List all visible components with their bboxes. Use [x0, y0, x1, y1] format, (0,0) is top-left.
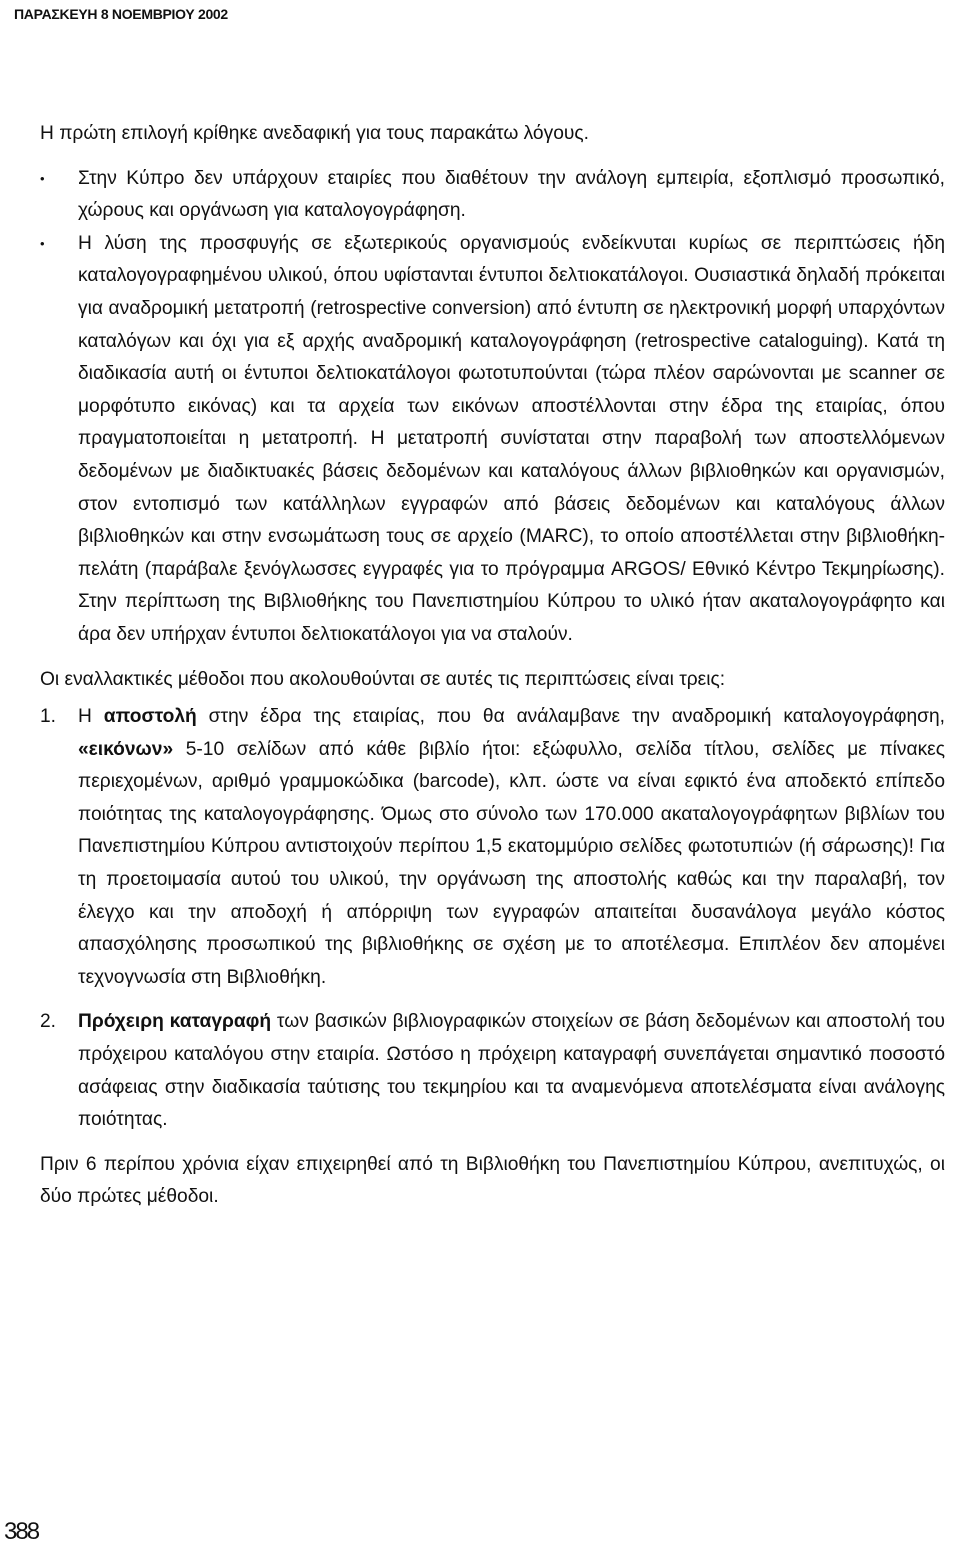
intro-paragraph: Η πρώτη επιλογή κρίθηκε ανεδαφική για τους παρακάτω λόγους.: [40, 123, 589, 144]
closing-paragraph: Πριν 6 περίπου χρόνια είχαν επιχειρηθεί από τη Βιβλιοθήκη του Πανεπιστημίου Κύπρου, ανεπιτυχώς, οι δύο πρώτες μέθοδοι.: [40, 1153, 945, 1208]
document-body: [40, 118, 945, 1214]
bullet-text-1: Στην Κύπρο δεν υπάρχουν εταιρίες που διαθέτουν την ανάλογη εμπειρία, εξοπλισμό προσωπικό, χώρους και οργάνωση για καταλογογράφηση.: [78, 167, 945, 222]
page-number: 388: [4, 1518, 39, 1545]
item1-mid: στην έδρα της εταιρίας, που θα ανάλαμβανε την αναδρομική καταλογογράφηση,: [196, 706, 945, 728]
page-header: ΠΑΡΑΣΚΕΥΗ 8 ΝΟΕΜΒΡΙΟΥ 2002: [14, 6, 228, 22]
item-number-1: 1.: [40, 706, 57, 728]
item1-bold-images: «εικόνων»: [78, 738, 174, 760]
alternatives-intro: Οι εναλλακτικές μέθοδοι που ακολουθούνται σε αυτές τις περιπτώσεις είναι τρεις:: [40, 668, 726, 690]
bullet-mark: •: [40, 235, 45, 251]
item-number-2: 2.: [40, 1011, 57, 1033]
bullet-item-1: [40, 163, 945, 228]
item1-bold-term: αποστολή: [103, 706, 197, 728]
numbered-item-2: [40, 1006, 945, 1136]
bullet-item-2: [40, 228, 945, 652]
item2-rest: των βασικών βιβλιογραφικών στοιχείων σε βάση δεδομένων και αποστολή του πρόχειρου καταλόγου στην εταιρία. Ωστόσο η πρόχειρη καταγραφή συνεπάγεται σημαντικό ποσοστό ασάφειας στην διαδικασία ταύτισης του τεκμηρίου και τα αναμενόμενα αποτελέσματα είναι ανάλογης ποιότητας.: [78, 1011, 945, 1131]
item2-bold-term: Πρόχειρη καταγραφή: [78, 1011, 272, 1033]
bullet-text-2: Η λύση της προσφυγής σε εξωτερικούς οργανισμούς ενδείκνυται κυρίως σε περιπτώσεις ήδη καταλογογραφημένου υλικού, όπου υφίστανται έντυποι δελτιοκατάλογοι. Ουσιαστικά δηλαδή πρόκειται για αναδρομική μετατροπή (retrospective conversion) από έντυπη σε ηλεκτρονική μορφή υπαρχόντων καταλόγων και όχι για εξ αρχής αναδρομική καταλογογράφηση (retrospective cataloguing). Κατά τη διαδικασία αυτή οι έντυποι δελτιοκατάλογοι φωτοτυπούνται (τώρα πλέον σαρώνονται με scanner σε μορφότυπο εικόνας) και τα αρχεία των εικόνων αποστέλλονται στην έδρα της εταιρίας, όπου πραγματοποιείται η μετατροπή. Η μετατροπή συνίσταται στην παραβολή των αποστελλόμενων δεδομένων με διαδικτυακές βάσεις δεδομένων και καταλόγους άλλων βιβλιοθηκών και οργανισμών, στον εντοπισμό των κατάλληλων εγγραφών από βάσεις δεδομένων και καταλόγους άλλων βιβλιοθηκών και στην ενσωμάτωση τους σε αρχείο (MARC), το οποίο αποστέλλεται στην βιβλιοθήκη-πελάτη (παράβαλε ξενόγλωσσες εγγραφές για το πρόγραμμα ARGOS/ Εθνικό Κέντρο Τεκμηρίωσης). Στην περίπτωση της Βιβλιοθήκης του Πανεπιστημίου Κύπρου το υλικό ήταν ακαταλογογράφητο και άρα δεν υπήρχαν έντυποι δελτιοκατάλογοι για να σταλούν.: [78, 232, 945, 645]
item1-rest: 5-10 σελίδων από κάθε βιβλίο ήτοι: εξώφυλλο, σελίδα τίτλου, σελίδες με πίνακες περιεχομένων, αριθμό γραμμοκώδικα (barcode), κλπ. ώστε να είναι εφικτό ένα αποδεκτό επίπεδο ποιότητας της καταλογογράφησης. Όμως στο σύνολο των 170.000 ακαταλογογράφητων βιβλίων του Πανεπιστημίου Κύπρου αντιστοιχούν περίπου 1,5 εκατομμύριο σελίδες φωτοτυπιών (ή σάρωσης)! Για τη προετοιμασία αυτού του υλικού, την οργάνωση της αποστολής καθώς και την παραλαβή, τον έλεγχο και την αποδοχή ή απόρριψη των εγγραφών απαιτείται δυσανάλογα μεγάλο κόστος απασχόλησης προσωπικού της βιβλιοθήκης σε σχέση με το αποτέλεσμα. Επιπλέον δεν απομένει τεχνογνωσία στη Βιβλιοθήκη.: [78, 738, 945, 988]
item1-pre: Η: [78, 706, 104, 728]
numbered-item-1: [40, 701, 945, 994]
bullet-mark: •: [40, 170, 45, 186]
